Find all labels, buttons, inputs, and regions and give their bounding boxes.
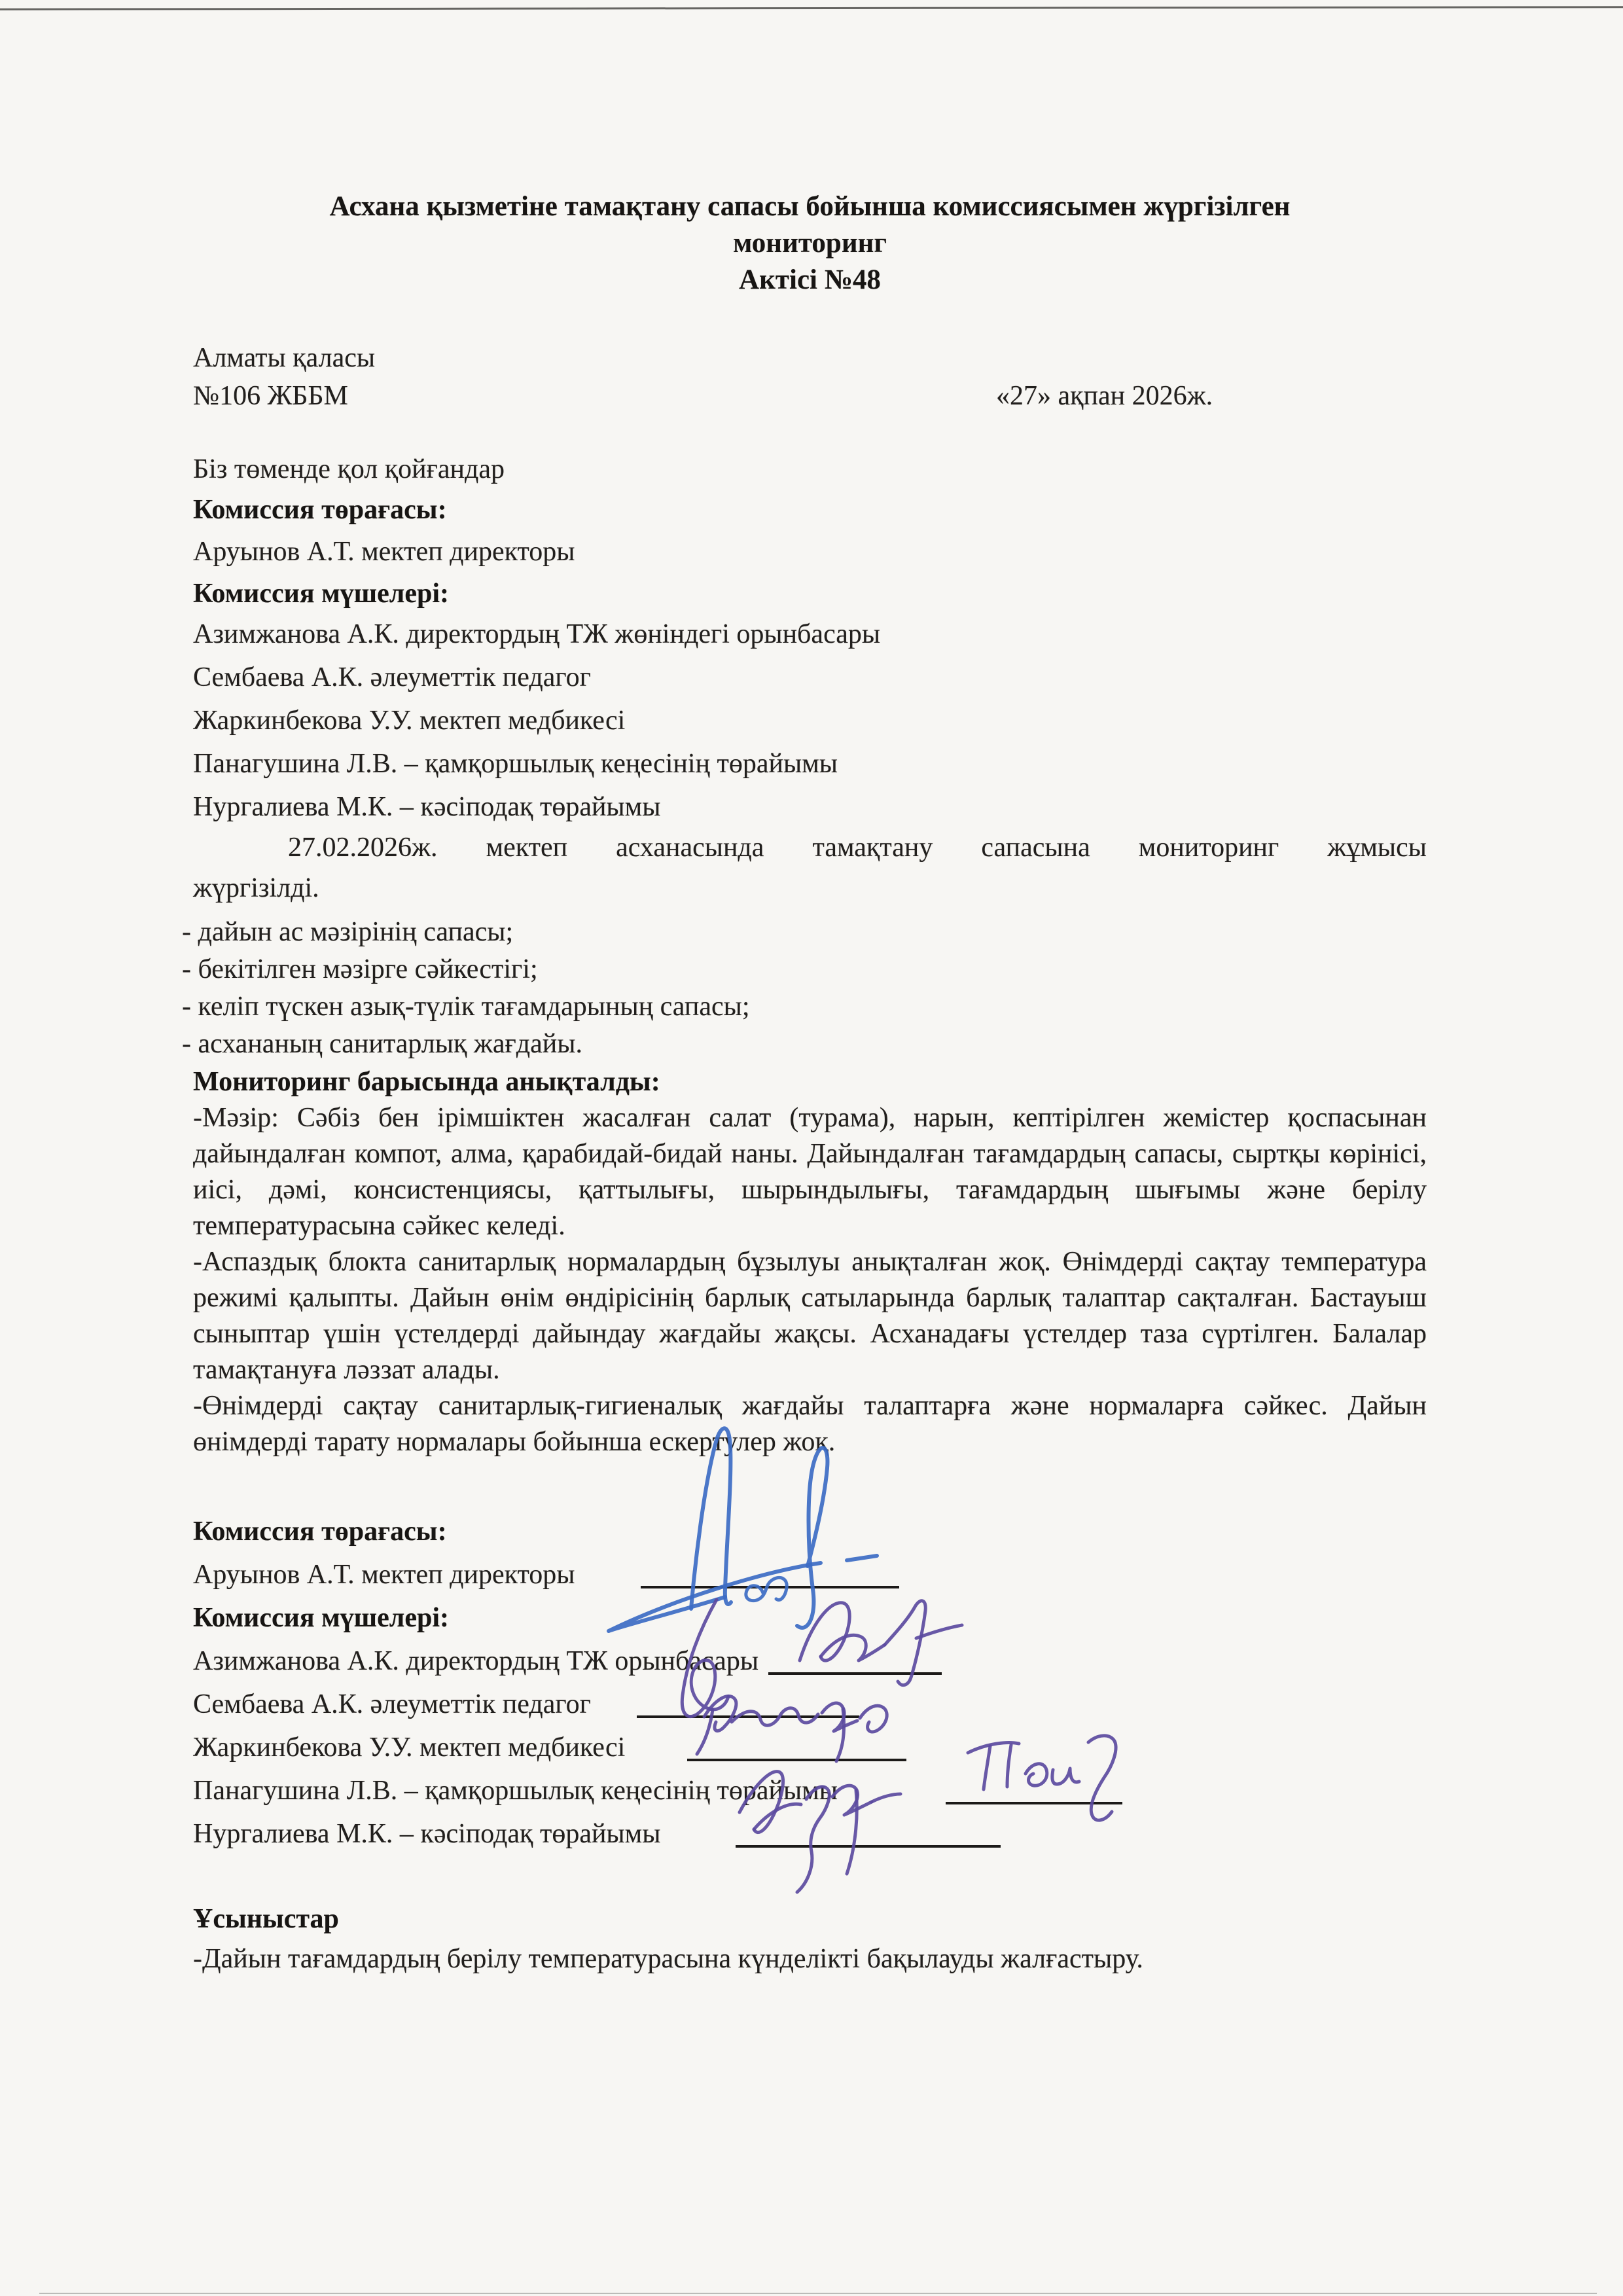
school-name: №106 ЖББМ bbox=[193, 381, 348, 411]
findings-paragraphs bbox=[193, 1100, 1427, 1460]
signature-row-member bbox=[193, 1640, 1427, 1683]
signature-row-member bbox=[193, 1812, 1427, 1856]
signature-line bbox=[736, 1841, 1001, 1848]
members-list bbox=[193, 613, 1427, 829]
title-line-1: Асхана қызметіне тамақтану сапасы бойынша комиссиясымен жүргізілген bbox=[329, 191, 1291, 222]
checklist-item: - асхананың санитарлық жағдайы. bbox=[182, 1029, 582, 1059]
suggestion-line: -Дайын тағамдардың берілу температурасына күнделікті бақылауды жалғастыру. bbox=[193, 1944, 1143, 1974]
document-title bbox=[193, 188, 1427, 298]
monitoring-intro-line-2: жүргізілді. bbox=[193, 873, 319, 903]
findings-paragraph: -Өнімдерді сақтау санитарлық-гигиеналық жағдайы талаптарға және нормаларға сәйкес. Дайын өнімдерді тарату нормалары бойынша ескертулер жоқ. bbox=[193, 1391, 1427, 1457]
title-line-3: Актісі №48 bbox=[739, 264, 881, 295]
member-line: Нургалиева М.К. – кәсіподақ төрайымы bbox=[193, 792, 661, 822]
signature-row-member bbox=[193, 1769, 1427, 1812]
signature-line bbox=[768, 1668, 942, 1675]
signature-label: Нургалиева М.К. – кәсіподақ төрайымы bbox=[193, 1819, 661, 1849]
chairman-heading: Комиссия төрағасы: bbox=[193, 495, 447, 525]
signature-row-member bbox=[193, 1683, 1427, 1726]
findings-paragraph: -Мәзір: Сәбіз бен ірімшіктен жасалған салат (турама), нарын, кептірілген жемістер қоспасынан дайындалған компот, алма, қарабидай-бидай наны. Дайындалған тағамдардың сапасы, сыртқы көрінісі, иісі, дәмі, консистенциясы, қаттылығы, шырындылығы, тағамдардың шығымы және берілу температурасына сәйкес келеді. bbox=[193, 1103, 1427, 1241]
suggestions-heading: Ұсыныстар bbox=[193, 1904, 339, 1934]
checklist-item: - келіп түскен азық-түлік тағамдарының сапасы; bbox=[182, 992, 750, 1022]
city-line: Алматы қаласы bbox=[193, 343, 376, 373]
signature-line bbox=[641, 1582, 899, 1588]
signature-chairman-heading: Комиссия төрағасы: bbox=[193, 1516, 447, 1547]
members-heading: Комиссия мүшелері: bbox=[193, 579, 450, 609]
monitoring-intro bbox=[193, 827, 1427, 908]
signature-label: Аруынов А.Т. мектеп директоры bbox=[193, 1560, 575, 1590]
member-line: Азимжанова А.К. директордың ТЖ жөніндегі орынбасары bbox=[193, 619, 881, 649]
signature-row-member bbox=[193, 1726, 1427, 1769]
school-date-line bbox=[193, 378, 1427, 414]
signature-members-heading: Комиссия мүшелері: bbox=[193, 1603, 450, 1633]
title-line-2: мониторинг bbox=[733, 228, 887, 259]
signature-label: Жаркинбекова У.У. мектеп медбикесі bbox=[193, 1732, 626, 1763]
signature-block bbox=[193, 1510, 1427, 1856]
checklist bbox=[182, 914, 1416, 1063]
document-date: «27» ақпан 2026ж. bbox=[996, 381, 1213, 411]
member-line: Сембаева А.К. әлеуметтік педагог bbox=[193, 662, 591, 692]
intro-line: Біз төменде қол қойғандар bbox=[193, 454, 505, 484]
signature-line bbox=[687, 1755, 906, 1761]
signature-line bbox=[946, 1798, 1122, 1804]
scan-artifact-top-line bbox=[0, 6, 1623, 10]
signature-line bbox=[637, 1712, 859, 1718]
signature-label: Азимжанова А.К. директордың ТЖ орынбасары bbox=[193, 1646, 759, 1676]
signature-label: Панагушина Л.В. – қамқоршылық кеңесінің төрайымы bbox=[193, 1776, 838, 1806]
checklist-item: - бекітілген мәзірге сәйкестігі; bbox=[182, 954, 538, 984]
scan-artifact-bottom-line bbox=[39, 2293, 1597, 2294]
findings-heading: Мониторинг барысында анықталды: bbox=[193, 1067, 660, 1097]
member-line: Жаркинбекова У.У. мектеп медбикесі bbox=[193, 706, 626, 736]
checklist-item: - дайын ас мәзірінің сапасы; bbox=[182, 917, 514, 947]
signature-row-chairman bbox=[193, 1553, 1427, 1596]
member-line: Панагушина Л.В. – қамқоршылық кеңесінің төрайымы bbox=[193, 749, 838, 779]
findings-paragraph: -Аспаздық блокта санитарлық нормалардың бұзылуы анықталған жоқ. Өнімдерді сақтау температура режимі қалыпты. Дайын өнім өндірісінің барлық сатыларында барлық талаптар сақталған. Бастауыш сыныптар үшін үстелдерді дайындау жағдайы жақсы. Асханадағы үстелдер таза сүртілген. Балалар тамақтануға ләззат алады. bbox=[193, 1247, 1427, 1385]
chairman-name: Аруынов А.Т. мектеп директоры bbox=[193, 537, 575, 567]
monitoring-intro-line-1: 27.02.2026ж. мектеп асханасында тамақтану сапасына мониторинг жұмысы bbox=[288, 833, 1427, 863]
signature-label: Сембаева А.К. әлеуметтік педагог bbox=[193, 1689, 591, 1719]
